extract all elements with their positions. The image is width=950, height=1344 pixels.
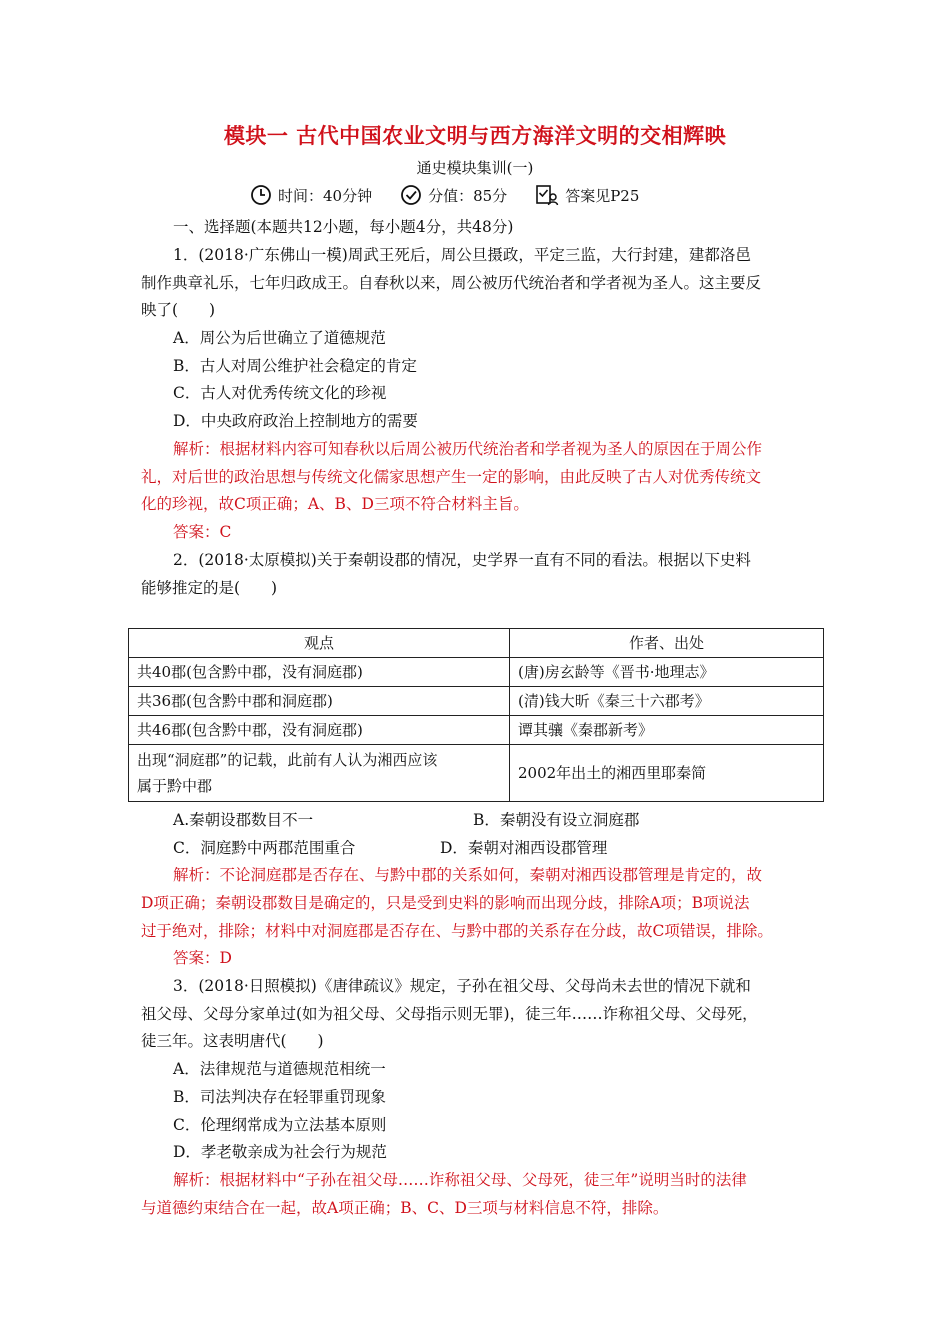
answer-sheet-icon <box>535 184 559 206</box>
q2-answer: 答案：D <box>173 949 232 967</box>
q1-analysis-line: 解析：根据材料内容可知春秋以后周公被历代统治者和学者视为圣人的原因在于周公作 <box>173 440 763 458</box>
q3-option-c: C．伦理纲常成为立法基本原则 <box>173 1116 387 1134</box>
answer-ref-label: 答案见P25 <box>565 186 640 205</box>
table-cell: 2002年出土的湘西里耶秦简 <box>510 745 824 802</box>
q3-option-b: B．司法判决存在轻罪重罚现象 <box>173 1088 386 1106</box>
q1-analysis-line: 礼，对后世的政治思想与传统文化儒家思想产生一定的影响，由此反映了古人对优秀传统文 <box>141 468 762 486</box>
q1-option-d: D．中央政府政治上控制地方的需要 <box>173 412 418 430</box>
table-cell: (清)钱大昕《秦三十六郡考》 <box>510 687 824 716</box>
table-cell <box>129 745 510 802</box>
q1-option-b: B．古人对周公维护社会稳定的肯定 <box>173 357 417 375</box>
q1-answer: 答案：C <box>173 523 232 541</box>
q2-source-table <box>128 628 824 802</box>
q1-option-c: C．古人对优秀传统文化的珍视 <box>173 384 387 402</box>
check-circle-icon <box>400 184 422 206</box>
score-label: 分值：85分 <box>428 186 508 205</box>
q3-option-a: A．法律规范与道德规范相统一 <box>173 1060 386 1078</box>
table-header-row <box>129 629 824 658</box>
exam-meta <box>250 181 720 209</box>
q1-stem-line: 制作典章礼乐，七年归政成王。自春秋以来，周公被历代统治者和学者视为圣人。这主要反 <box>141 274 762 292</box>
table-cell: 谭其骧《秦郡新考》 <box>510 716 824 745</box>
table-header-source: 作者、出处 <box>510 629 824 658</box>
time-label: 时间：40分钟 <box>278 186 373 205</box>
answer-ref-info <box>535 184 639 206</box>
clock-icon <box>250 184 272 206</box>
score-info <box>400 184 507 206</box>
table-cell-line: 出现“洞庭郡”的记载，此前有人认为湘西应该 <box>137 751 438 769</box>
q2-option-d: D．秦朝对湘西设郡管理 <box>440 839 608 857</box>
q2-analysis-line: D项正确；秦朝设郡数目是确定的，只是受到史料的影响而出现分歧，排除A项；B项说法 <box>141 894 750 912</box>
q2-option-b: B．秦朝没有设立洞庭郡 <box>473 811 640 829</box>
table-row <box>129 687 824 716</box>
q3-stem-line: 祖父母、父母分家单过(如为祖父母、父母指示则无罪)，徒三年……诈称祖父母、父母死， <box>141 1005 758 1023</box>
q1-stem-line: 1．(2018·广东佛山一模)周武王死后，周公旦摄政，平定三监，大行封建，建都洛邑 <box>173 246 751 264</box>
q3-stem-line: 徒三年。这表明唐代( ) <box>141 1032 324 1050</box>
table-row <box>129 745 824 802</box>
page-subtitle: 通史模块集训(一) <box>416 159 534 177</box>
q2-option-a: A.秦朝设郡数目不一 <box>173 811 314 829</box>
table-row <box>129 716 824 745</box>
q3-analysis-line: 解析：根据材料中“子孙在祖父母……诈称祖父母、父母死，徒三年”说明当时的法律 <box>173 1171 747 1189</box>
table-header-view: 观点 <box>129 629 510 658</box>
q2-stem-line: 能够推定的是( ) <box>141 579 278 597</box>
time-info <box>250 184 372 206</box>
table-cell: 共36郡(包含黔中郡和洞庭郡) <box>129 687 510 716</box>
table-cell-line: 属于黔中郡 <box>137 777 213 795</box>
q1-analysis-line: 化的珍视，故C项正确；A、B、D三项不符合材料主旨。 <box>141 495 529 513</box>
q2-stem-line: 2．(2018·太原模拟)关于秦朝设郡的情况，史学界一直有不同的看法。根据以下史料 <box>173 551 751 569</box>
q3-option-d: D．孝老敬亲成为社会行为规范 <box>173 1143 387 1161</box>
table-row <box>129 658 824 687</box>
section-heading: 一、选择题(本题共12小题，每小题4分，共48分) <box>173 218 514 236</box>
q3-stem-line: 3．(2018·日照模拟)《唐律疏议》规定，子孙在祖父母、父母尚未去世的情况下就和 <box>173 977 751 995</box>
q2-analysis-line: 过于绝对，排除；材料中对洞庭郡是否存在、与黔中郡的关系存在分歧，故C项错误，排除。 <box>141 922 773 940</box>
page-title: 模块一 古代中国农业文明与西方海洋文明的交相辉映 <box>223 124 727 148</box>
table-cell: 共46郡(包含黔中郡，没有洞庭郡) <box>129 716 510 745</box>
q2-option-c: C．洞庭黔中两郡范围重合 <box>173 839 356 857</box>
q3-analysis-line: 与道德约束结合在一起，故A项正确；B、C、D三项与材料信息不符，排除。 <box>141 1199 669 1217</box>
q1-option-a: A．周公为后世确立了道德规范 <box>173 329 386 347</box>
q1-stem-line: 映了( ) <box>141 301 216 319</box>
table-cell: (唐)房玄龄等《晋书·地理志》 <box>510 658 824 687</box>
q2-analysis-line: 解析：不论洞庭郡是否存在、与黔中郡的关系如何，秦朝对湘西设郡管理是肯定的，故 <box>173 866 763 884</box>
table-cell: 共40郡(包含黔中郡，没有洞庭郡) <box>129 658 510 687</box>
